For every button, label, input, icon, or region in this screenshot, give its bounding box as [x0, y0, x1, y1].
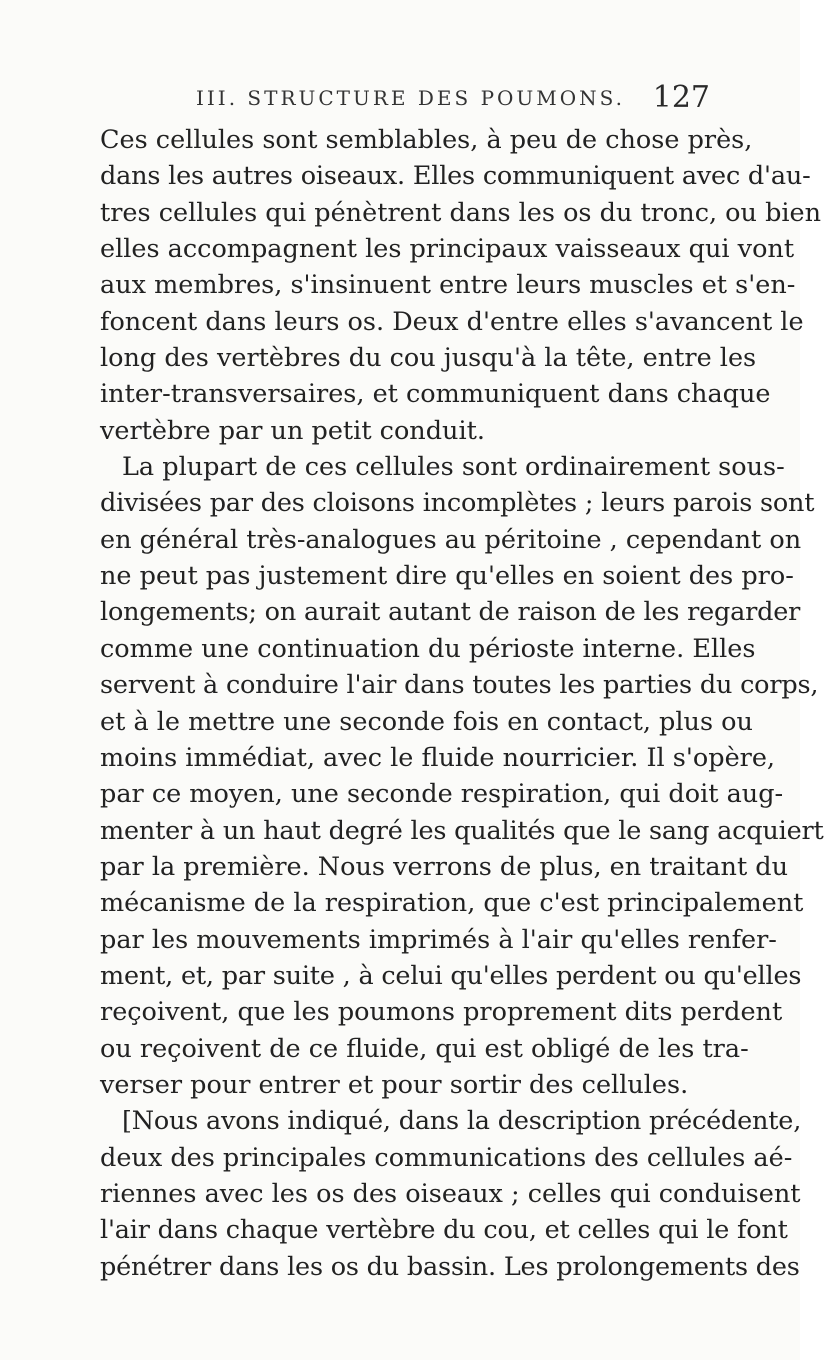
text-line: vertèbre par un petit conduit. — [100, 415, 485, 446]
text-line: en général très-analogues au péritoine , cependant on — [100, 524, 802, 555]
text-line: par ce moyen, une seconde respiration, qui doit aug- — [100, 779, 784, 810]
text-line: pénétrer dans les os du bassin. Les prolongements des — [100, 1251, 800, 1282]
text-line: par les mouvements imprimés à l'air qu'elles renfer- — [100, 924, 777, 955]
text-line: l'air dans chaque vertèbre du cou, et celles qui le font — [100, 1215, 788, 1246]
text-line: dans les autres oiseaux. Elles communiquent avec d'au- — [100, 161, 811, 192]
text-line: ment, et, par suite , à celui qu'elles perdent ou qu'elles — [100, 960, 802, 991]
text-line: deux des principales communications des cellules aé- — [100, 1142, 793, 1173]
text-line: mécanisme de la respiration, que c'est principalement — [100, 888, 804, 919]
text-line: comme une continuation du périoste interne. Elles — [100, 633, 756, 664]
text-line: longements; on aurait autant de raison de les regarder — [100, 597, 801, 628]
text-line: Ces cellules sont semblables, à peu de chose près, — [100, 125, 753, 155]
running-head — [98, 82, 710, 122]
running-title: III. STRUCTURE DES POUMONS. — [196, 86, 626, 110]
text-line: par la première. Nous verrons de plus, en traitant du — [100, 851, 789, 882]
text-line: reçoivent, que les poumons proprement dits perdent — [100, 997, 783, 1028]
text-line: ne peut pas justement dire qu'elles en soient des pro- — [100, 561, 794, 592]
text-line: foncent dans leurs os. Deux d'entre elles s'avancent le — [100, 306, 804, 337]
text-line: servent à conduire l'air dans toutes les parties du corps, — [100, 670, 819, 701]
text-line: ou reçoivent de ce fluide, qui est obligé de les tra- — [100, 1033, 749, 1064]
page-number: 127 — [652, 80, 710, 115]
text-line: aux membres, s'insinuent entre leurs muscles et s'en- — [100, 270, 796, 301]
text-line: elles accompagnent les principaux vaisseaux qui vont — [100, 234, 795, 265]
text-line: et à le mettre une seconde fois en contact, plus ou — [100, 706, 753, 737]
text-line: divisées par des cloisons incomplètes ; leurs parois sont — [100, 488, 815, 519]
body-text — [100, 122, 824, 1285]
text-line: menter à un haut degré les qualités que le sang acquiert — [100, 815, 824, 846]
text-line: moins immédiat, avec le fluide nourricier. Il s'opère, — [100, 742, 776, 773]
text-line: verser pour entrer et pour sortir des cellules. — [100, 1069, 689, 1100]
text-line: inter-transversaires, et communiquent dans chaque — [100, 379, 771, 410]
paragraph-start-line: [Nous avons indiqué, dans la description précédente, — [122, 1106, 802, 1137]
text-line: long des vertèbres du cou jusqu'à la tête, entre les — [100, 343, 757, 374]
text-line: tres cellules qui pénètrent dans les os du tronc, ou bien — [100, 197, 822, 228]
paragraph-start-line: La plupart de ces cellules sont ordinairement sous- — [122, 452, 785, 483]
text-line: riennes avec les os des oiseaux ; celles qui conduisent — [100, 1178, 801, 1209]
